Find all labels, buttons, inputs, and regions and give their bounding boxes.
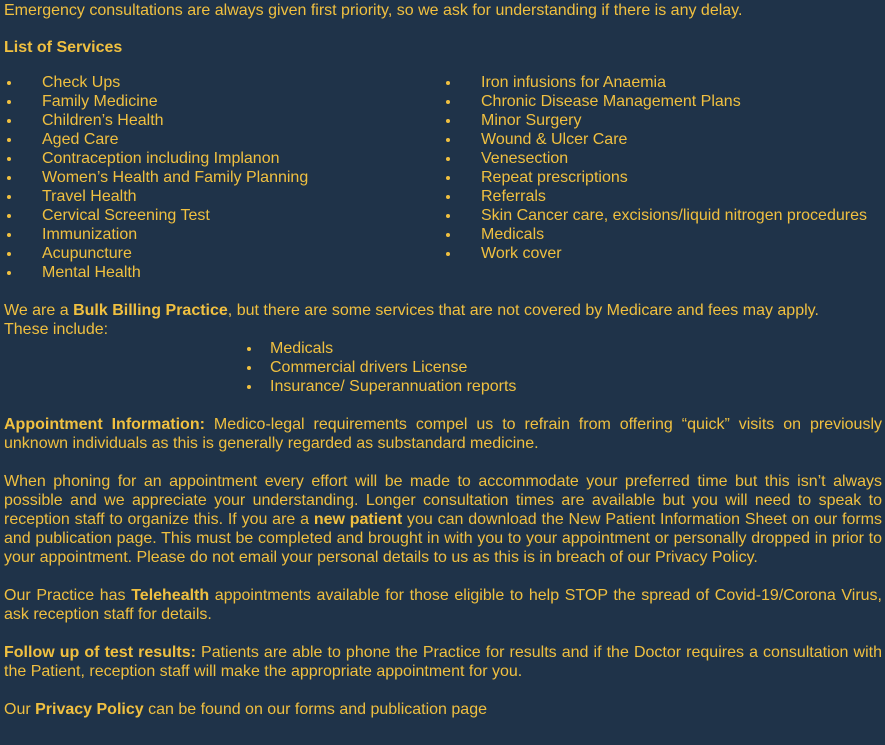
service-item: Work cover [443, 244, 882, 263]
privacy-prefix: Our [4, 701, 36, 718]
telehealth-label: Telehealth [131, 587, 210, 604]
service-item: Repeat prescriptions [443, 168, 882, 187]
phoning-text-1: When phoning for an appointment every effort will be made to accommodate your preferred time but this isn’t always possible and we appreciate your understanding. Longer consultation times are available but you will need to speak to reception staff to organize this. If you are a [4, 473, 882, 528]
billing-prefix: We are a [4, 302, 74, 319]
service-item: Acupuncture [4, 244, 443, 263]
service-item: Children’s Health [4, 111, 443, 130]
service-item: Cervical Screening Test [4, 206, 443, 225]
service-item: Medicals [443, 225, 882, 244]
services-columns [4, 73, 882, 282]
privacy-paragraph [4, 700, 882, 719]
service-item: Iron infusions for Anaemia [443, 73, 882, 92]
intro-text: Emergency consultations are always given first priority, so we ask for understanding if there is any delay. [4, 2, 743, 19]
service-item: Mental Health [4, 263, 443, 282]
privacy-policy-label: Privacy Policy [35, 701, 144, 718]
new-patient-label: new patient [313, 511, 403, 528]
phoning-text-2: you can download the New Patient Information Sheet on our forms and publication page. This must be completed and brought in with you to your appointment or personally dropped in prior to your appointment. Please do not email your personal details to us as this is in breach of our Privacy Policy. [4, 511, 883, 566]
services-list-left [4, 73, 443, 282]
service-item: Venesection [443, 149, 882, 168]
followup-paragraph [4, 643, 882, 681]
telehealth-suffix: appointments available for those eligible to help STOP the spread of Covid-19/Corona Virus, ask reception staff for details. [4, 587, 883, 623]
telehealth-prefix: Our Practice has [4, 587, 132, 604]
service-item: Women’s Health and Family Planning [4, 168, 443, 187]
appointment-info-text: Medico-legal requirements compel us to refrain from offering “quick” visits on previously unknown individuals as this is generally regarded as substandard medicine. [4, 416, 882, 452]
service-item: Travel Health [4, 187, 443, 206]
non-covered-services-list [4, 339, 882, 396]
followup-label: Follow up of test results: [4, 644, 196, 661]
billing-paragraph [4, 301, 882, 339]
service-item: Aged Care [4, 130, 443, 149]
appointment-info-paragraph [4, 415, 882, 453]
telehealth-paragraph [4, 586, 882, 624]
services-page [4, 0, 882, 719]
service-item: Referrals [443, 187, 882, 206]
services-list-right [443, 73, 882, 282]
phoning-paragraph [4, 472, 882, 567]
service-item: Contraception including Implanon [4, 149, 443, 168]
service-item: Immunization [4, 225, 443, 244]
service-item: Family Medicine [4, 92, 443, 111]
non-covered-item: Commercial drivers License [244, 358, 882, 377]
service-item: Minor Surgery [443, 111, 882, 130]
service-item: Chronic Disease Management Plans [443, 92, 882, 111]
bulk-billing-label: Bulk Billing Practice [73, 302, 228, 319]
services-heading: List of Services [4, 39, 123, 56]
service-item: Wound & Ulcer Care [443, 130, 882, 149]
followup-text: Patients are able to phone the Practice for results and if the Doctor requires a consultation with the Patient, reception staff will make the appropriate appointment for you. [4, 644, 882, 680]
appointment-info-label: Appointment Information: [4, 416, 205, 433]
non-covered-item: Insurance/ Superannuation reports [244, 377, 882, 396]
privacy-suffix: can be found on our forms and publication page [143, 701, 487, 718]
billing-suffix: , but there are some services that are not covered by Medicare and fees may apply. [227, 302, 819, 319]
billing-line2: These include: [4, 321, 109, 338]
non-covered-item: Medicals [244, 339, 882, 358]
service-item: Check Ups [4, 73, 443, 92]
service-item: Skin Cancer care, excisions/liquid nitrogen procedures [443, 206, 882, 225]
